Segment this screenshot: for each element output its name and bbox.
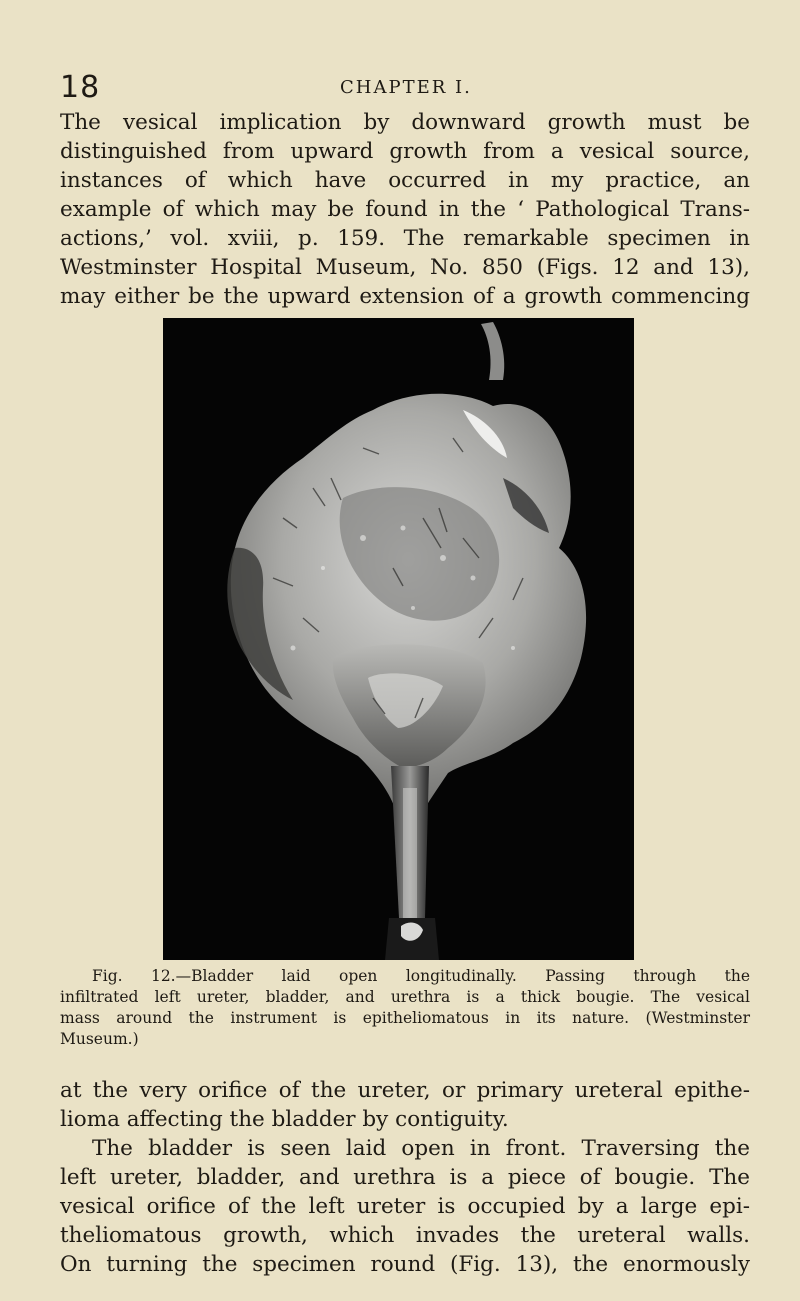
specimen-figure (163, 318, 634, 960)
text-line: distinguished from upward growth from a vesical source, (60, 139, 750, 164)
caption-line: infiltrated left ureter, bladder, and urethra is a thick bougie. The vesical (60, 988, 750, 1006)
paragraph-top (60, 108, 750, 311)
running-head: CHAPTER I. (340, 77, 472, 98)
caption-line: Museum.) (60, 1030, 139, 1048)
text-line: The bladder is seen laid open in front. Traversing the (92, 1136, 750, 1161)
text-line: The vesical implication by downward growth must be (60, 110, 750, 135)
text-line: at the very orifice of the ureter, or primary ureteral epithe- (60, 1078, 750, 1103)
paragraph-bottom (60, 1076, 750, 1279)
text-line: theliomatous growth, which invades the ureteral walls. (60, 1223, 750, 1248)
page-number: 18 (60, 70, 101, 105)
text-line: example of which may be found in the ‘ Pathological Trans- (60, 197, 750, 222)
text-line: actions,’ vol. xviii, p. 159. The remarkable specimen in (60, 226, 750, 251)
text-line: Westminster Hospital Museum, No. 850 (Figs. 12 and 13), (60, 255, 750, 280)
specimen-illustration (163, 318, 634, 960)
figure-caption (60, 966, 750, 1050)
caption-line: mass around the instrument is epitheliomatous in its nature. (Westminster (60, 1009, 750, 1027)
text-line: lioma affecting the bladder by contiguity. (60, 1107, 509, 1132)
text-line: On turning the specimen round (Fig. 13), the enormously (60, 1252, 750, 1277)
text-line: vesical orifice of the left ureter is occupied by a large epi- (60, 1194, 750, 1219)
text-line: may either be the upward extension of a growth commencing (60, 284, 750, 309)
caption-line: Fig. 12.—Bladder laid open longitudinally. Passing through the (92, 967, 750, 985)
text-line: left ureter, bladder, and urethra is a piece of bougie. The (60, 1165, 750, 1190)
text-line: instances of which have occurred in my practice, an (60, 168, 750, 193)
page-header (60, 70, 750, 110)
